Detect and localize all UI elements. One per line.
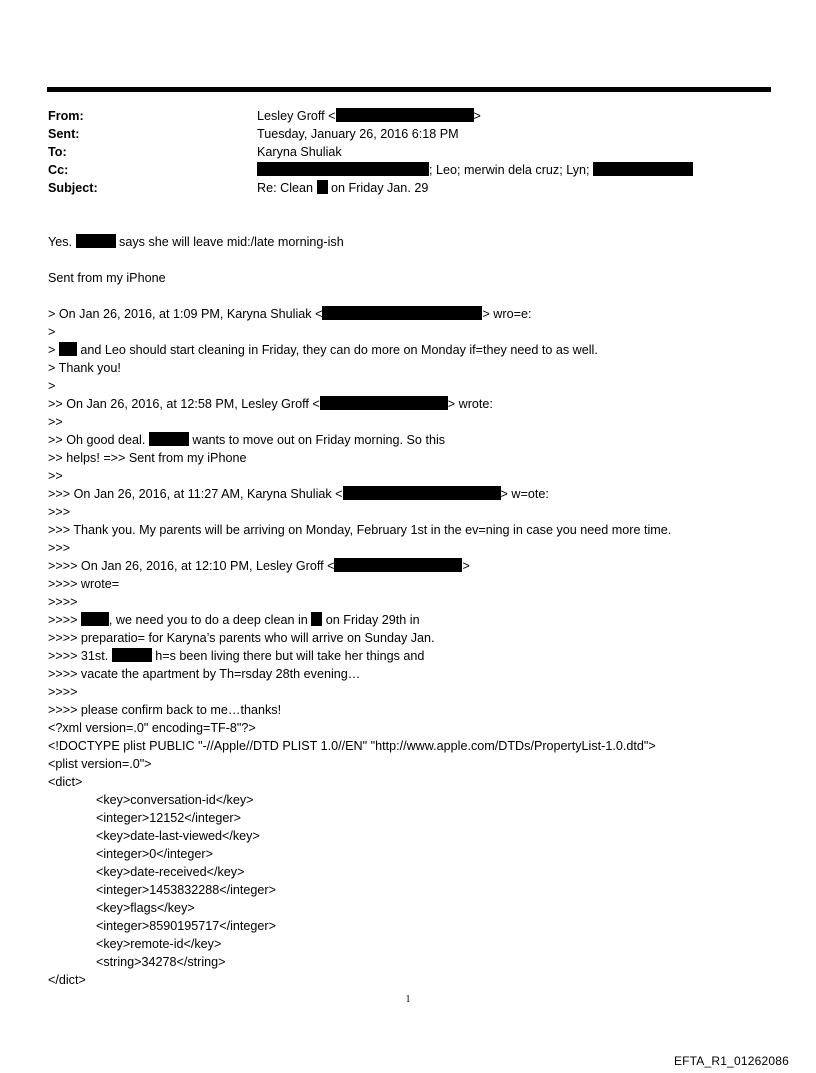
body-line: <!DOCTYPE plist PUBLIC "-//Apple//DTD PLIST 1.0//EN" "http://www.apple.com/DTDs/PropertyList-1.0.dtd">	[48, 739, 656, 753]
body-line: <key>conversation-id</key>	[96, 793, 254, 807]
redaction	[81, 612, 109, 626]
redaction	[311, 612, 322, 626]
body-line: > Thank you!	[48, 361, 121, 375]
redaction	[59, 342, 77, 356]
body-line: >>>> please confirm back to me…thanks!	[48, 703, 282, 717]
body-line: <key>remote-id</key>	[96, 937, 222, 951]
body-line: <key>date-received</key>	[96, 865, 245, 879]
body-line: <integer>12152</integer>	[96, 811, 241, 825]
body-line: >>>> vacate the apartment by Th=rsday 28th evening…	[48, 667, 361, 681]
sent-value: Tuesday, January 26, 2016 6:18 PM	[257, 127, 459, 141]
sent-label: Sent:	[48, 127, 80, 141]
body-line: >>>>	[48, 685, 78, 699]
body-line: <?xml version=.0" encoding=TF-8"?>	[48, 721, 256, 735]
body-line: >>	[48, 469, 63, 483]
subject-row	[48, 179, 768, 197]
from-row	[48, 107, 768, 125]
redaction	[149, 432, 189, 446]
redaction	[343, 486, 501, 500]
body-line: >	[48, 379, 56, 393]
body-line: >>>> preparatio= for Karyna’s parents who will arrive on Sunday Jan.	[48, 631, 435, 645]
email-header	[48, 107, 768, 197]
page-number: 1	[405, 994, 411, 1005]
subject-label: Subject:	[48, 181, 98, 195]
body-line: >>>	[48, 505, 71, 519]
bates-number: EFTA_R1_01262086	[673, 1054, 789, 1068]
redaction	[320, 396, 448, 410]
to-row	[48, 143, 768, 161]
body-line: > and Leo should start cleaning in Friday, they can do more on Monday if=they need to as well.	[48, 343, 598, 357]
body-line: Sent from my iPhone	[48, 271, 166, 285]
body-line: <string>34278</string>	[96, 955, 226, 969]
body-line: <integer>8590195717</integer>	[96, 919, 276, 933]
subject-post: on Friday Jan. 29	[331, 181, 429, 195]
cc-label: Cc:	[48, 163, 69, 177]
body-line: Yes. says she will leave mid:/late morning-ish	[48, 235, 344, 249]
redaction	[336, 108, 474, 122]
to-label: To:	[48, 145, 67, 159]
body-line: <integer>0</integer>	[96, 847, 213, 861]
redaction	[593, 162, 693, 176]
redaction	[317, 180, 328, 194]
body-line: >>>>	[48, 595, 78, 609]
body-line: >>>> On Jan 26, 2016, at 12:10 PM, Lesley Groff < >	[48, 559, 470, 573]
body-line: <key>date-last-viewed</key>	[96, 829, 260, 843]
cc-row	[48, 161, 768, 179]
body-line: >>>> wrote=	[48, 577, 120, 591]
redaction	[112, 648, 152, 662]
body-line: <plist version=.0">	[48, 757, 152, 771]
body-line: >>> On Jan 26, 2016, at 11:27 AM, Karyna Shuliak < > w=ote:	[48, 487, 549, 501]
body-line: <key>flags</key>	[96, 901, 195, 915]
body-line: >>>> 31st. h=s been living there but will take her things and	[48, 649, 425, 663]
from-close: >	[473, 109, 481, 123]
body-line: >> helps! =>> Sent from my iPhone	[48, 451, 247, 465]
from-value: Lesley Groff <	[257, 109, 336, 123]
body-line: >>> Thank you. My parents will be arriving on Monday, February 1st in the ev=ning in case you need more time.	[48, 523, 672, 537]
body-line: >	[48, 325, 56, 339]
body-line: <integer>1453832288</integer>	[96, 883, 276, 897]
redaction	[76, 234, 116, 248]
body-line: >> On Jan 26, 2016, at 12:58 PM, Lesley Groff < > wrote:	[48, 397, 493, 411]
header-rule	[47, 87, 771, 92]
body-line: >>	[48, 415, 63, 429]
body-line: </dict>	[48, 973, 86, 987]
sent-row	[48, 125, 768, 143]
redaction	[334, 558, 462, 572]
redaction	[322, 306, 482, 320]
body-line: > On Jan 26, 2016, at 1:09 PM, Karyna Shuliak < > wro=e:	[48, 307, 532, 321]
from-label: From:	[48, 109, 84, 123]
to-value: Karyna Shuliak	[257, 145, 342, 159]
redaction	[257, 162, 429, 176]
body-line: >> Oh good deal. wants to move out on Friday morning. So this	[48, 433, 446, 447]
subject-pre: Re: Clean	[257, 181, 314, 195]
cc-value: ; Leo; merwin dela cruz; Lyn;	[429, 163, 590, 177]
body-line: >>>> , we need you to do a deep clean in on Friday 29th in	[48, 613, 420, 627]
body-line: >>>	[48, 541, 71, 555]
body-line: <dict>	[48, 775, 83, 789]
